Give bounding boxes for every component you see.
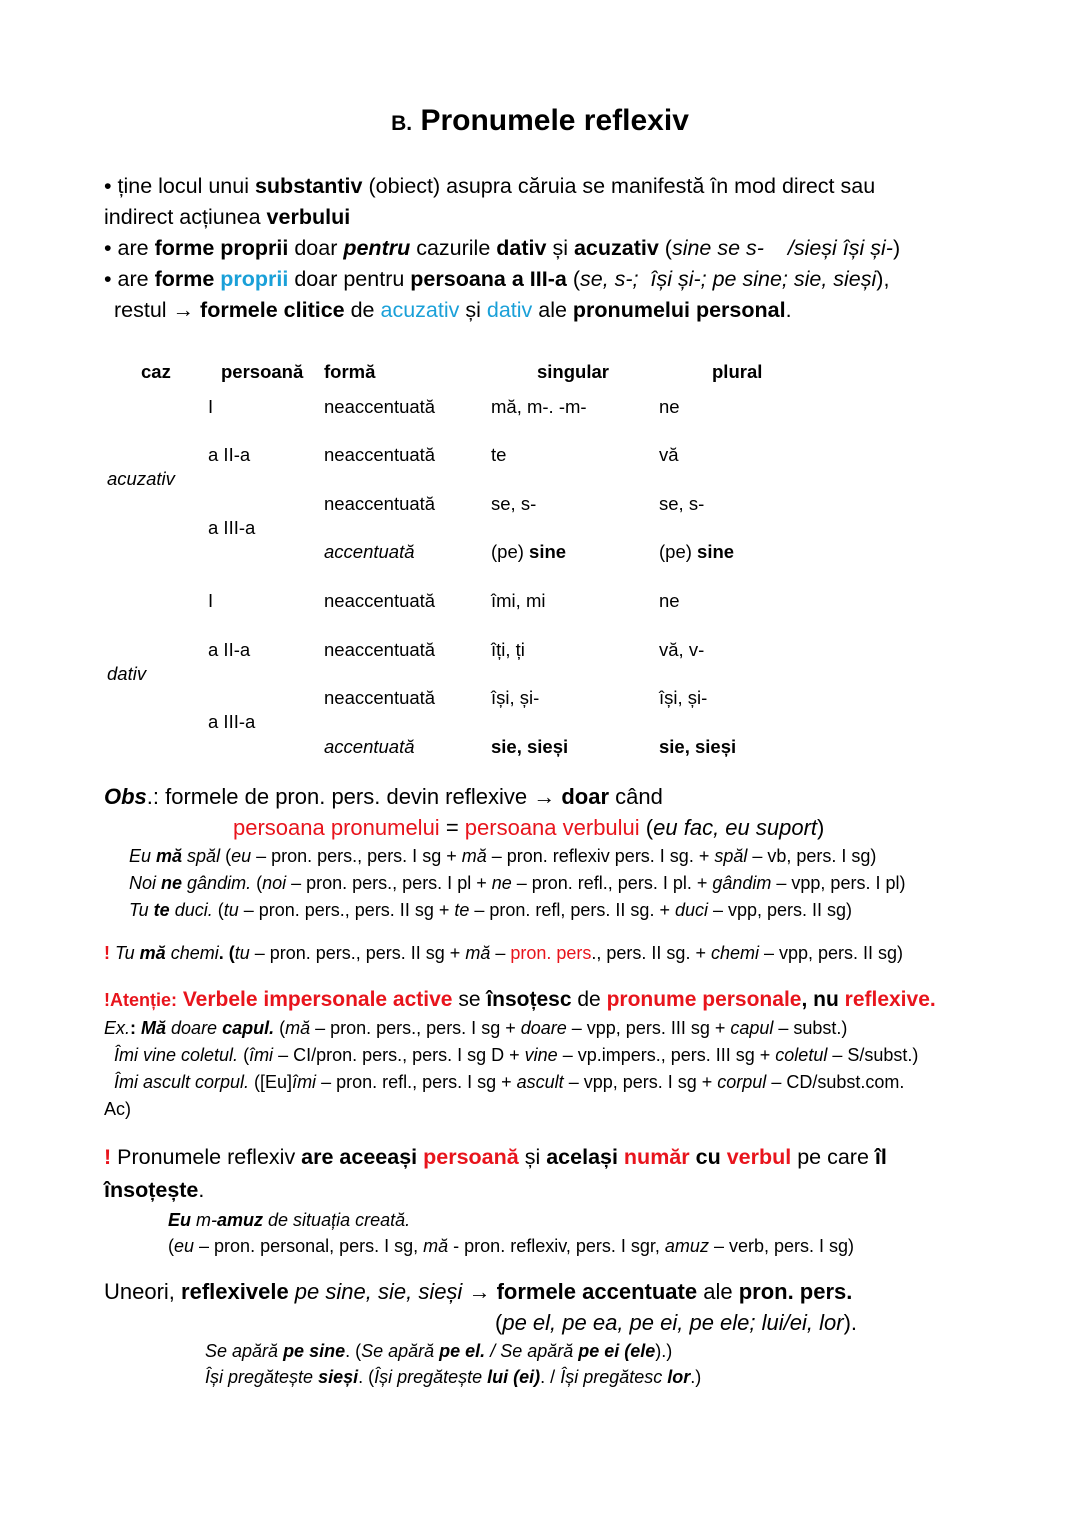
text: verbul: [720, 1145, 792, 1169]
text: reflexivele: [181, 1279, 289, 1304]
text: persoana pronumelui: [233, 815, 440, 840]
text: →: [462, 1279, 497, 1304]
dat-row1-plural: ne: [659, 590, 680, 611]
text: de: [571, 988, 607, 1011]
text: .: [198, 1178, 205, 1202]
text: pe sine, sie, sieși: [288, 1279, 463, 1304]
text: ): [817, 815, 825, 840]
text: sine: [697, 541, 735, 562]
text: ),: [876, 267, 890, 291]
acc-row1-forma: neaccentuată: [324, 396, 436, 417]
acc-row2-plural: vă: [659, 444, 679, 465]
obs-example-2: Noi ne gândim. (noi – pron. pers., pers. I pl + ne – pron. refl., pers. I pl. + gândim – vpp, pers. I pl): [129, 873, 906, 893]
text: eu fac, eu suport: [653, 815, 818, 840]
obs-line-1: [104, 784, 663, 810]
text: mă: [465, 943, 491, 963]
text: pron. pers: [510, 943, 592, 963]
uneori-line-2: [495, 1310, 857, 1336]
text: , nu: [801, 988, 845, 1011]
bullet-3-line-2: [114, 298, 792, 323]
text: pe care: [791, 1145, 875, 1169]
text: chemi: [710, 943, 759, 963]
text: persoana verbului: [464, 815, 640, 840]
text: pe el, pe ea, pe ei, pe ele; lui/ei, lor: [502, 1310, 844, 1335]
dat-row2-plural: vă, v-: [659, 639, 705, 660]
text: acuzativ: [573, 236, 659, 260]
acc-row4-plural: [659, 541, 734, 563]
dat-row2-forma: neaccentuată: [324, 639, 436, 660]
text: reflexive.: [844, 988, 936, 1011]
text: (: [658, 236, 672, 260]
text: ): [892, 236, 901, 260]
acc-row3-singular: se, s-: [491, 493, 537, 514]
acc-row2-forma: neaccentuată: [324, 444, 436, 465]
text: – pron. pers., pers. II sg +: [249, 943, 466, 963]
text: însoțesc: [486, 988, 572, 1011]
bullet-3-line-1: [104, 267, 889, 292]
text: sine: [529, 541, 567, 562]
atentie-label: !Atenție:: [104, 990, 177, 1010]
text: și: [546, 236, 574, 260]
text: persoană: [417, 1145, 519, 1169]
title-text: Pronumele reflexiv: [420, 104, 689, 137]
text: acuzativ: [380, 298, 460, 322]
uneori-line-1: [104, 1279, 852, 1305]
text: =: [439, 815, 465, 840]
atentie-heading: [104, 988, 936, 1012]
text: are aceeași: [301, 1145, 418, 1169]
text: de situația creată.: [263, 1210, 411, 1230]
acc-row2-singular: te: [491, 444, 507, 465]
header-singular: singular: [537, 361, 609, 382]
exclamation-icon: !: [104, 943, 110, 963]
obs-label: Obs: [104, 784, 147, 809]
text: .: [785, 298, 792, 322]
text: tu: [234, 943, 250, 963]
atentie-example-2: Îmi vine coletul. (îmi – CI/pron. pers., pers. I sg D + vine – vp.impers., pers. III sg + coletul – S/subst.): [114, 1045, 919, 1065]
text: doar: [288, 236, 344, 260]
text: formele clitice: [200, 298, 345, 322]
rule-example-1: [168, 1210, 410, 1231]
text: formele accentuate: [496, 1279, 698, 1304]
text: cu: [689, 1145, 721, 1169]
warning-tu-ma-chemi: [104, 943, 903, 964]
text: ține locul unui: [111, 174, 255, 198]
dat-row4-singular: sie, sieși: [491, 736, 569, 757]
acc-row3-persoana: a III-a: [208, 517, 256, 538]
text: Tu: [110, 943, 140, 963]
text: (: [566, 267, 580, 291]
rule-example-2: (eu – pron. personal, pers. I sg, mă - pron. reflexiv, pers. I sgr, amuz – verb, pers. I sg): [168, 1236, 854, 1256]
acc-row1-plural: ne: [659, 396, 680, 417]
dat-row3-plural: își, și-: [659, 687, 708, 708]
header-plural: plural: [712, 361, 763, 382]
dat-row2-persoana: a II-a: [208, 639, 251, 660]
dat-row3-persoana: a III-a: [208, 711, 256, 732]
acc-row1-persoana: I: [208, 396, 214, 417]
atentie-example-3-cont: Ac): [104, 1099, 131, 1119]
text: ale: [532, 298, 573, 322]
text: și: [518, 1145, 547, 1169]
rule-paragraph-cont: [104, 1178, 204, 1203]
text: . (: [218, 943, 235, 963]
atentie-example-3: Îmi ascult corpul. ([Eu]îmi – pron. refl., pers. I sg + ascult – vpp, pers. I sg + corpul – CD/subst.com.: [114, 1072, 905, 1092]
text: și: [459, 298, 487, 322]
header-persoana: persoană: [221, 361, 304, 382]
text: – vpp, pers. II sg): [758, 943, 904, 963]
text: dativ: [486, 298, 533, 322]
dat-row1-forma: neaccentuată: [324, 590, 436, 611]
bullet-1-line-1: [104, 174, 875, 199]
bullet-icon: •: [104, 236, 112, 260]
acc-row3-plural: se, s-: [659, 493, 705, 514]
text: amuz: [217, 1210, 264, 1230]
text: (: [495, 1310, 503, 1335]
text: cazurile: [410, 236, 497, 260]
text: pentru: [343, 236, 411, 260]
text: Pronumele reflexiv: [111, 1145, 302, 1169]
text: .: formele de pron. pers. devin reflexive →: [146, 784, 562, 809]
obs-example-3: Tu te duci. (tu – pron. pers., pers. II sg + te – pron. refl, pers. II sg. + duci – vpp, pers. II sg): [129, 900, 853, 920]
text: Uneori,: [104, 1279, 182, 1304]
text: substantiv: [254, 174, 363, 198]
dat-row4-plural: sie, sieși: [659, 736, 737, 757]
text: verbului: [266, 205, 351, 229]
text: același: [546, 1145, 618, 1169]
text: forme proprii: [154, 236, 289, 260]
dat-row2-singular: îți, ți: [491, 639, 525, 660]
atentie-example-1: Ex.: Mă doare capul. (mă – pron. pers., pers. I sg + doare – vpp, pers. III sg + capul – subst.): [104, 1018, 848, 1038]
rule-paragraph: [104, 1145, 978, 1170]
text: se, s-; își și-; pe sine; sie, sieși: [579, 267, 877, 291]
text: dativ: [496, 236, 547, 260]
case-dativ: dativ: [107, 663, 147, 684]
uneori-example-1: Se apără pe sine. (Se apără pe el. / Se apără pe ei (ele).): [205, 1341, 673, 1361]
dat-row1-singular: îmi, mi: [491, 590, 546, 611]
text: (pe): [491, 541, 530, 562]
exclamation-icon: !: [104, 1145, 112, 1169]
text: indirect acțiunea: [104, 205, 267, 229]
case-acuzativ: acuzativ: [107, 468, 175, 489]
text: când: [609, 784, 663, 809]
text: forme: [154, 267, 215, 291]
header-caz: caz: [141, 361, 171, 382]
title-prefix: B.: [391, 112, 413, 135]
text: ale: [697, 1279, 739, 1304]
text: pron. pers.: [738, 1279, 853, 1304]
bullet-1-line-2: [104, 205, 350, 230]
acc-row4-singular: [491, 541, 566, 563]
text: –: [490, 943, 511, 963]
text: ).: [843, 1310, 858, 1335]
text: pronume personale: [606, 988, 802, 1011]
text: doar: [561, 784, 610, 809]
text: mă: [139, 943, 166, 963]
acc-row3-forma: neaccentuată: [324, 493, 436, 514]
text: are: [111, 236, 155, 260]
dat-row3-singular: își, și-: [491, 687, 540, 708]
text: pronumelui personal: [572, 298, 786, 322]
text: însoțește: [104, 1178, 199, 1202]
text: ., pers. II sg. +: [591, 943, 711, 963]
dat-row4-forma: accentuată: [324, 736, 415, 757]
text: (pe): [659, 541, 698, 562]
acc-row1-singular: mă, m-. -m-: [491, 396, 587, 417]
text: îl: [874, 1145, 887, 1169]
dat-row3-forma: neaccentuată: [324, 687, 436, 708]
header-forma: formă: [324, 361, 376, 382]
text: Verbele impersonale active: [177, 988, 453, 1011]
obs-example-1: Eu mă spăl (eu – pron. pers., pers. I sg + mă – pron. reflexiv pers. I sg. + spăl – vb, pers. I sg): [129, 846, 877, 866]
text: doar pentru: [288, 267, 411, 291]
text: Eu: [168, 1210, 192, 1230]
text: se: [452, 988, 487, 1011]
text: sine se s- /sieși își și-: [671, 236, 893, 260]
text: (obiect) asupra căruia se manifestă în mod direct sau: [362, 174, 876, 198]
uneori-example-2: Își pregătește sieși. (Își pregătește lui (ei). / Își pregătesc lor.): [205, 1367, 702, 1387]
text: proprii: [220, 267, 289, 291]
text: are: [111, 267, 155, 291]
text: restul →: [114, 298, 201, 322]
text: (: [639, 815, 654, 840]
dat-row1-persoana: I: [208, 590, 214, 611]
bullet-2: [104, 236, 900, 261]
text: persoana a III-a: [410, 267, 567, 291]
acc-row2-persoana: a II-a: [208, 444, 251, 465]
text: chemi: [165, 943, 219, 963]
obs-line-2: [233, 815, 824, 841]
text: de: [344, 298, 381, 322]
bullet-icon: •: [104, 267, 112, 291]
bullet-icon: •: [104, 174, 112, 198]
page-title: [0, 104, 1080, 138]
text: m-: [191, 1210, 218, 1230]
acc-row4-forma: accentuată: [324, 541, 415, 562]
text: număr: [617, 1145, 690, 1169]
